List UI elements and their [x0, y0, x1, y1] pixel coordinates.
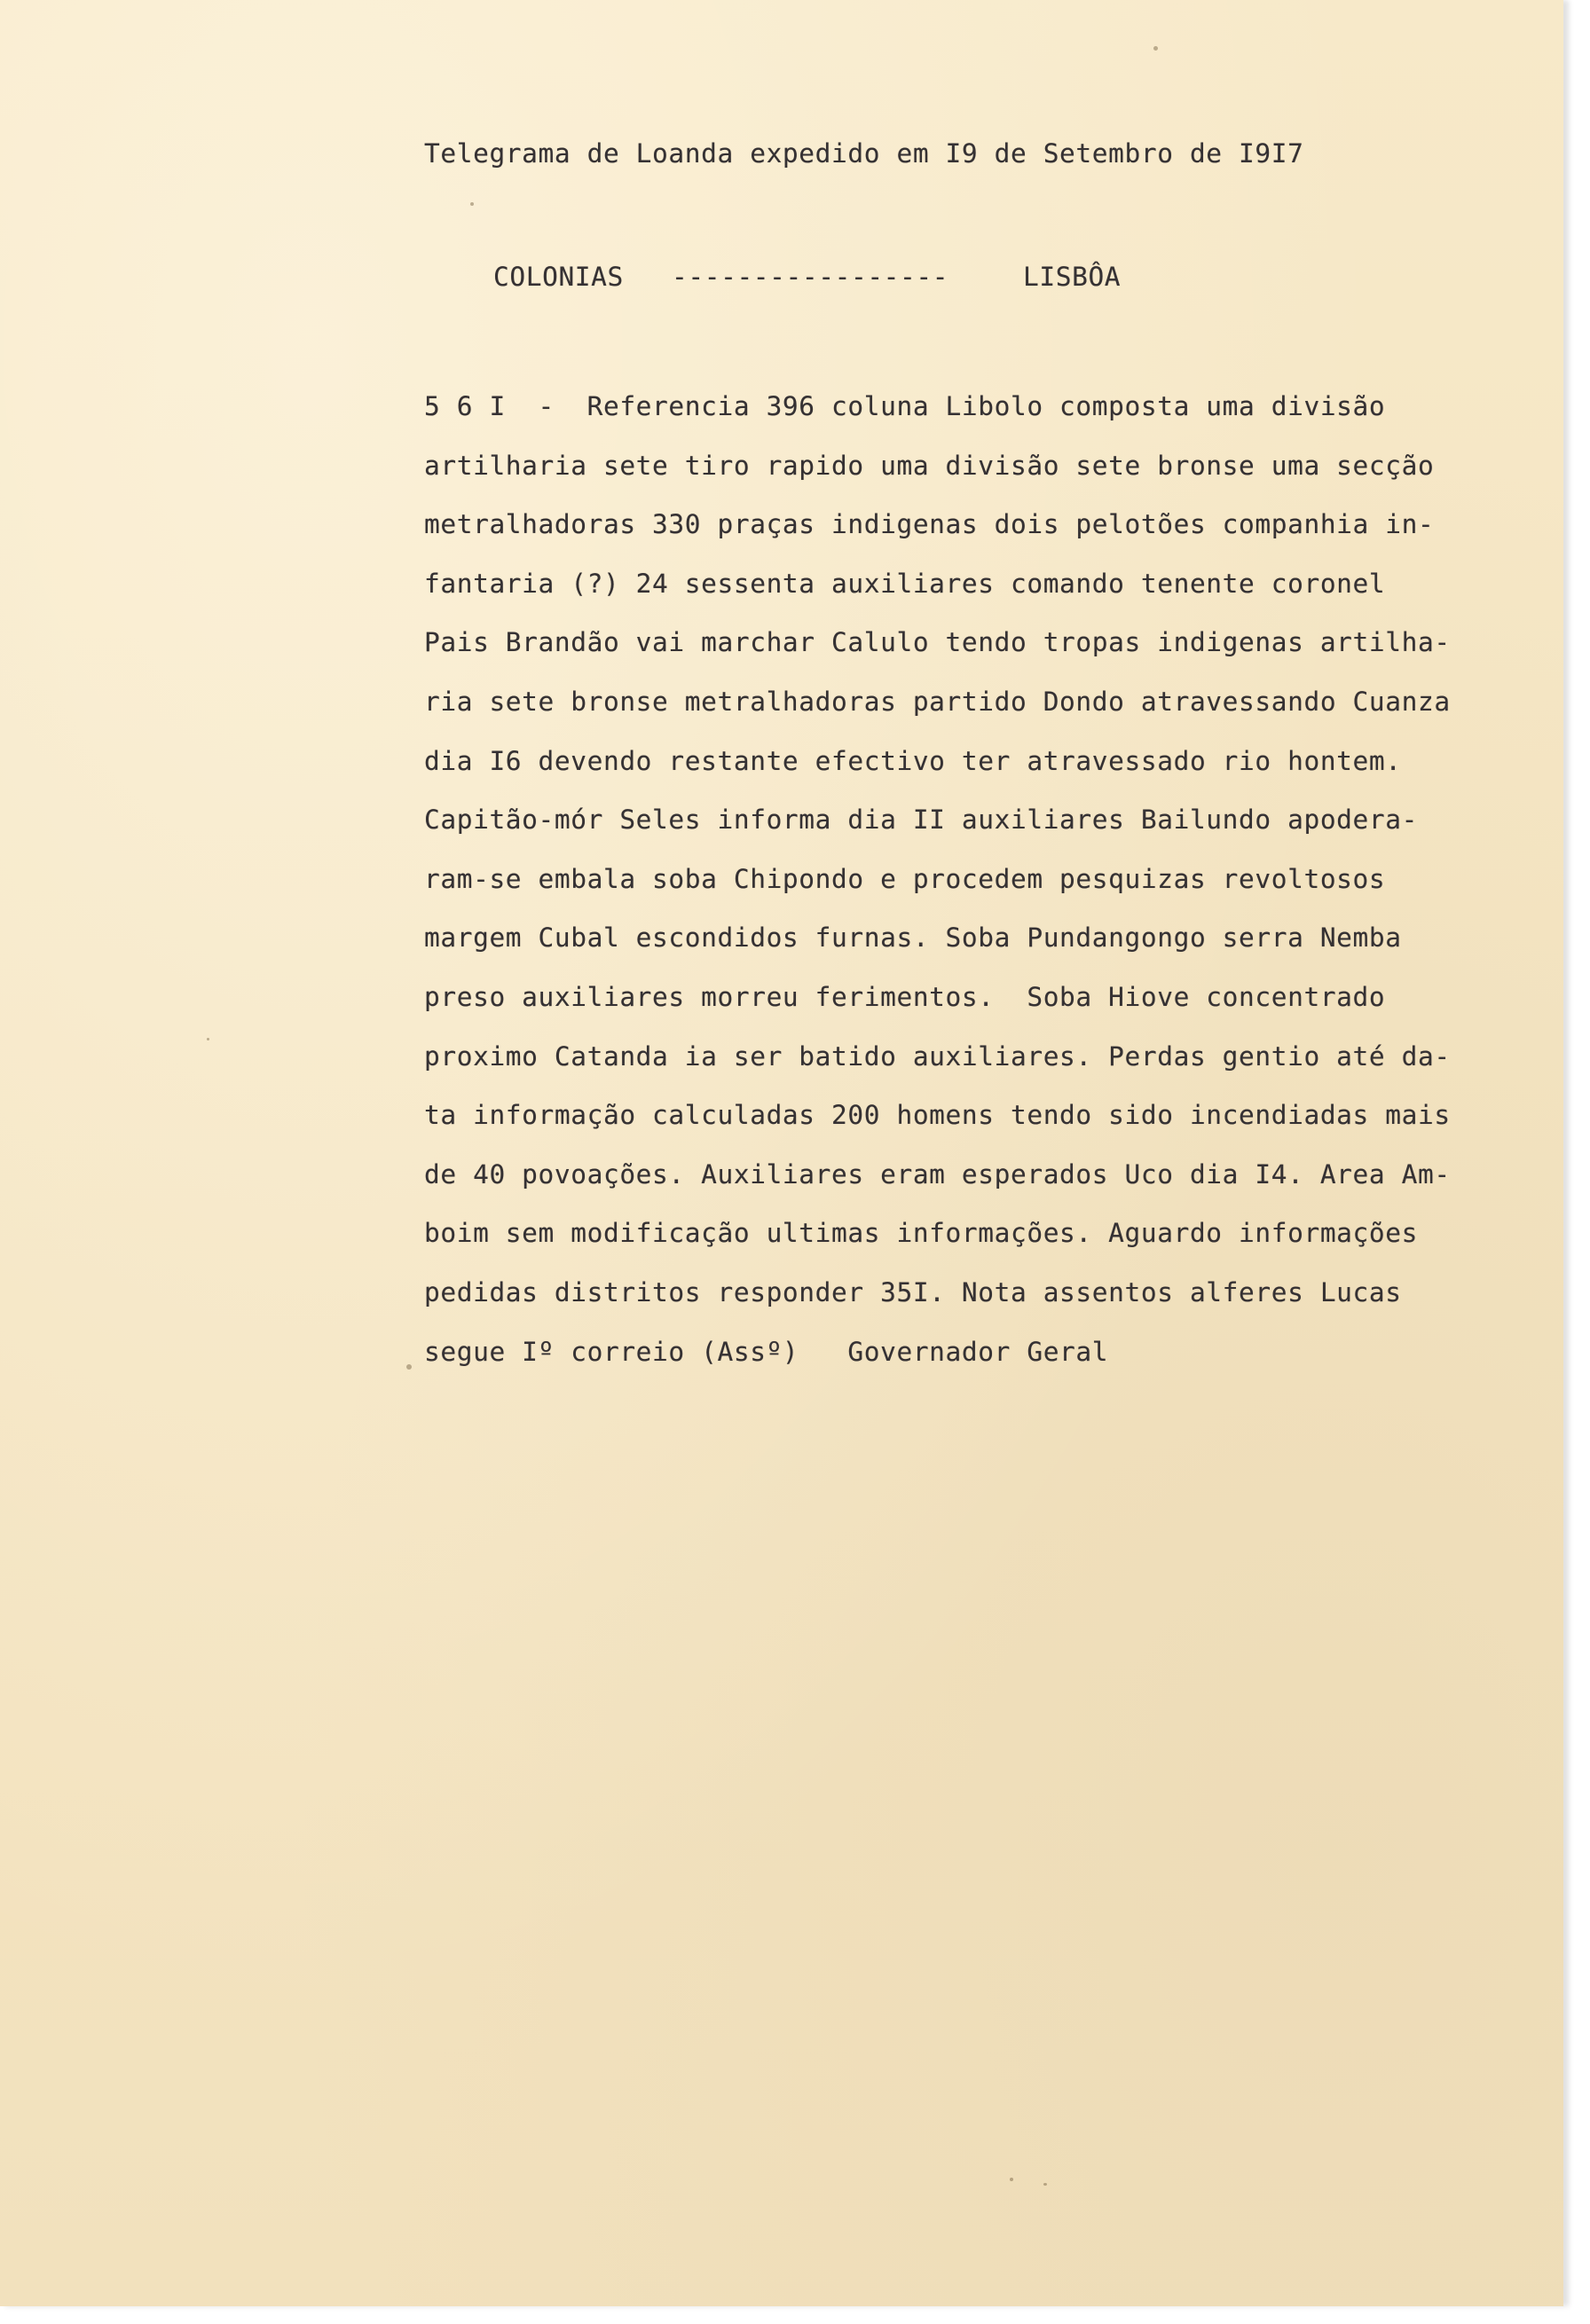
body-line: metralhadoras 330 praças indigenas dois pelotões companhia in- [424, 509, 1435, 540]
paper-speck [207, 1038, 209, 1040]
paper-speck [1153, 46, 1158, 51]
body-line: proximo Catanda ia ser batido auxiliares. Perdas gentio até da- [424, 1040, 1451, 1072]
address-to: LISBÔA [1023, 262, 1122, 292]
telegram-body [424, 377, 1560, 1381]
paper-speck [1010, 2178, 1013, 2181]
body-line: Capitão-mór Seles informa dia II auxiliares Bailundo apodera- [424, 805, 1418, 836]
body-line: Pais Brandão vai marchar Calulo tendo tropas indigenas artilha- [424, 627, 1451, 658]
paper-speck [1043, 2183, 1047, 2186]
body-line: ram-se embala soba Chipondo e procedem pesquizas revoltosos [424, 863, 1386, 894]
body-line: preso auxiliares morreu ferimentos. Soba Hiove concentrado [424, 981, 1386, 1012]
body-line: boim sem modificação ultimas informações. Aguardo informações [424, 1218, 1418, 1249]
address-from: COLONIAS [493, 262, 624, 292]
body-line: artilharia sete tiro rapido uma divisão sete bronse uma secção [424, 450, 1435, 481]
body-line: margem Cubal escondidos furnas. Soba Pundangongo serra Nemba [424, 923, 1402, 954]
body-line: dia I6 devendo restante efectivo ter atravessado rio hontem. [424, 745, 1402, 776]
body-line: 5 6 I - Referencia 396 coluna Libolo composta uma divisão [424, 391, 1386, 421]
address-separator: ----------------- [672, 262, 949, 292]
body-line: fantaria (?) 24 sessenta auxiliares comando tenente coronel [424, 568, 1386, 599]
body-line: ria sete bronse metralhadoras partido Dondo atravessando Cuanza [424, 686, 1451, 717]
signature-line: segue Iº correio (Assº) Governador Geral [424, 1336, 1109, 1367]
telegram-heading: Telegrama de Loanda expedido em I9 de Setembro de I9I7 [424, 138, 1304, 169]
paper-speck [406, 1364, 412, 1370]
body-line: de 40 povoações. Auxiliares eram esperados Uco dia I4. Area Am- [424, 1158, 1451, 1189]
body-line: ta informação calculadas 200 homens tendo sido incendiadas mais [424, 1100, 1451, 1131]
body-line: pedidas distritos responder 35I. Nota assentos alferes Lucas [424, 1276, 1402, 1307]
paper-speck [470, 202, 474, 206]
